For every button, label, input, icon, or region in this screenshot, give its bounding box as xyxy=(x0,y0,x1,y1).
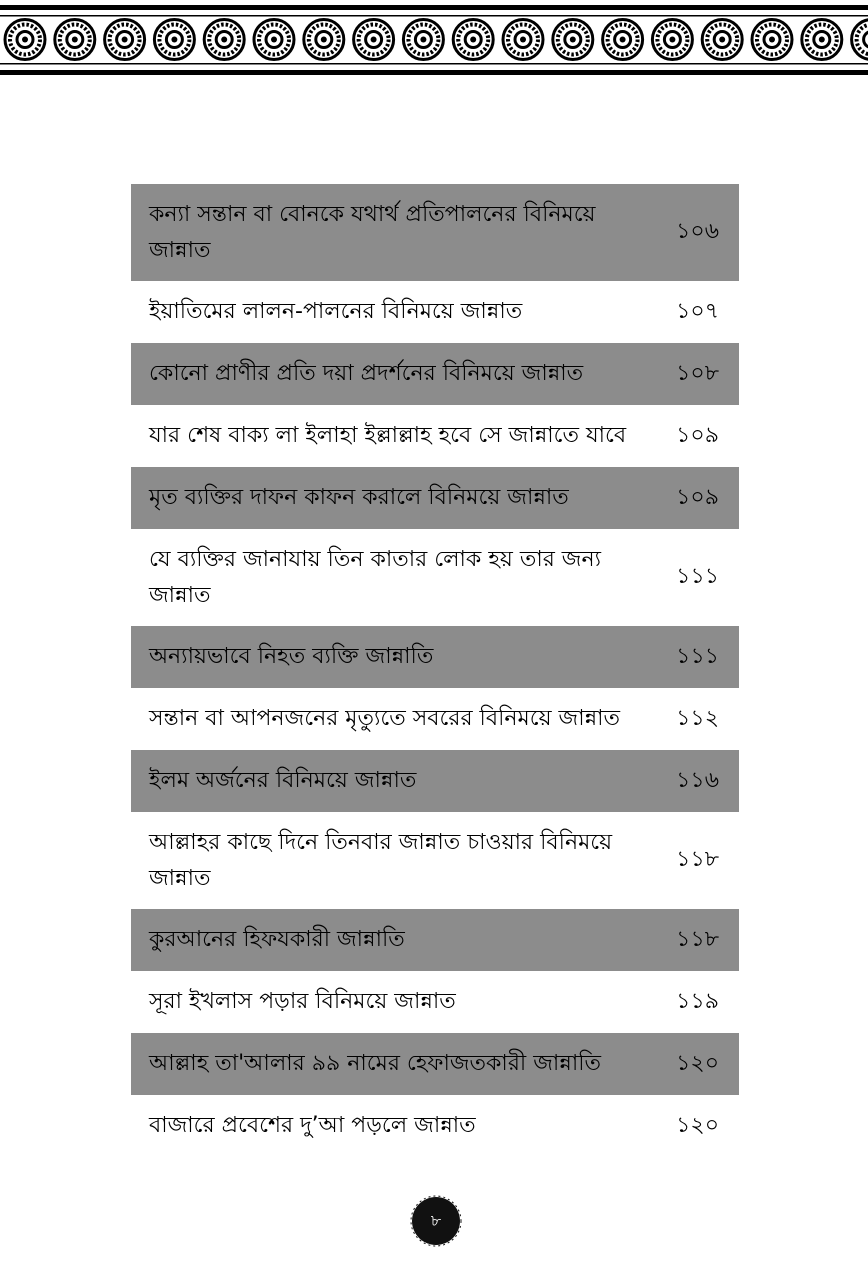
toc-row[interactable] xyxy=(131,750,739,812)
toc-page-number: ১২০ xyxy=(676,1112,719,1138)
medallion-ornament xyxy=(354,20,394,60)
medallion-ornament xyxy=(702,20,742,60)
toc-title: সন্তান বা আপনজনের মৃত্যুতে সবরের বিনিময়ে জান্নাত xyxy=(149,706,621,731)
toc-row[interactable] xyxy=(131,909,739,971)
medallion-ornament xyxy=(204,20,244,60)
toc-title: ইলম অর্জনের বিনিময়ে জান্নাত xyxy=(149,768,417,793)
medallion-ornament xyxy=(154,20,194,60)
toc-title: কুরআনের হিফযকারী জান্নাতি xyxy=(149,927,405,952)
toc-page-number: ১১৬ xyxy=(676,767,719,793)
toc-row[interactable] xyxy=(131,529,739,626)
toc-page-number: ১২০ xyxy=(676,1050,719,1076)
medallion-ornament xyxy=(652,20,692,60)
toc-title: কন্যা সন্তান বা বোনকে যথার্থ প্রতিপালনের বিনিময়ে জান্নাত xyxy=(149,201,596,263)
medallion-ornament xyxy=(105,20,145,60)
page-number: ৮ xyxy=(430,1210,442,1230)
toc-row[interactable] xyxy=(131,343,739,405)
toc-title: আল্লাহর কাছে দিনে তিনবার জান্নাত চাওয়ার বিনিময়ে জান্নাত xyxy=(149,829,613,891)
toc-row[interactable] xyxy=(131,812,739,909)
toc-title: সূরা ইখলাস পড়ার বিনিময়ে জান্নাত xyxy=(149,989,456,1014)
toc-title: অন্যায়ভাবে নিহত ব্যক্তি জান্নাতি xyxy=(149,644,434,669)
toc-page-number: ১০৯ xyxy=(676,422,719,448)
toc-row[interactable] xyxy=(131,184,739,281)
toc-page-number: ১০৬ xyxy=(676,219,719,244)
table-of-contents xyxy=(131,184,739,1157)
toc-row[interactable] xyxy=(131,405,739,467)
toc-row[interactable] xyxy=(131,1033,739,1095)
toc-page-number: ১১১ xyxy=(676,643,719,669)
medallion-ornament xyxy=(254,20,294,60)
medallion-ornament xyxy=(403,20,443,60)
toc-title: ইয়াতিমের লালন-পালনের বিনিময়ে জান্নাত xyxy=(149,299,523,324)
toc-page-number: ১১৮ xyxy=(676,847,719,872)
toc-row[interactable] xyxy=(131,688,739,750)
medallion-ornament xyxy=(852,20,868,60)
toc-page-number: ১১১ xyxy=(676,564,719,589)
toc-row[interactable] xyxy=(131,1095,739,1157)
medallion-ornament xyxy=(503,20,543,60)
medallion-ornament xyxy=(752,20,792,60)
toc-title: যার শেষ বাক্য লা ইলাহা ইল্লাল্লাহ হবে সে জান্নাতে যাবে xyxy=(149,423,627,448)
medallion-ornament xyxy=(5,20,45,60)
toc-row[interactable] xyxy=(131,281,739,343)
toc-page-number: ১০৮ xyxy=(676,360,719,386)
toc-title: যে ব্যক্তির জানাযায় তিন কাতার লোক হয় তার জন্য জান্নাত xyxy=(149,546,602,608)
toc-title: কোনো প্রাণীর প্রতি দয়া প্রদর্শনের বিনিময়ে জান্নাত xyxy=(149,361,584,386)
medallion-ornament xyxy=(453,20,493,60)
toc-row[interactable] xyxy=(131,467,739,529)
toc-page-number: ১০৯ xyxy=(676,484,719,510)
toc-page-number: ১১২ xyxy=(676,705,719,731)
decorative-border xyxy=(0,0,868,80)
medallion-ornament xyxy=(304,20,344,60)
toc-title: মৃত ব্যক্তির দাফন কাফন করালে বিনিময়ে জান্নাত xyxy=(149,485,569,510)
medallion-ornament xyxy=(603,20,643,60)
medallion-ornament xyxy=(553,20,593,60)
toc-page-number: ১১৯ xyxy=(676,988,719,1014)
toc-row[interactable] xyxy=(131,971,739,1033)
toc-title: আল্লাহ তা'আলার ৯৯ নামের হেফাজতকারী জান্নাতি xyxy=(149,1051,602,1076)
medallion-ornament xyxy=(55,20,95,60)
toc-title: বাজারে প্রবেশের দু’আ পড়লে জান্নাত xyxy=(149,1113,476,1138)
medallion-ornament xyxy=(802,20,842,60)
toc-page-number: ১০৭ xyxy=(676,298,719,324)
toc-row[interactable] xyxy=(131,626,739,688)
toc-page-number: ১১৮ xyxy=(676,926,719,952)
